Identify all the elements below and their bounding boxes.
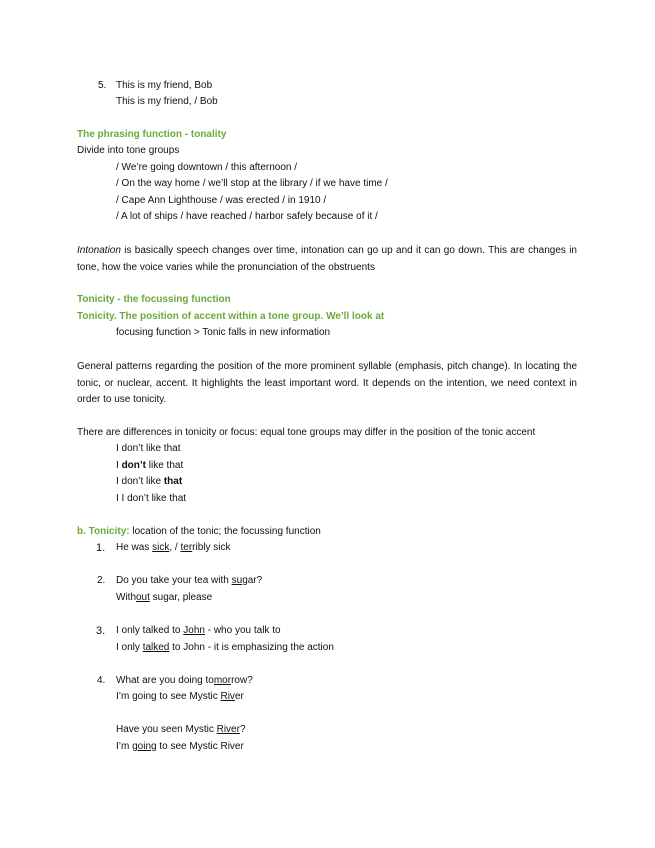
list-number-4: 4.	[97, 675, 106, 686]
item4-line3: Have you seen Mystic River?	[116, 724, 246, 735]
section-b-heading	[77, 525, 321, 539]
item3-line2: I only talked to John - it is emphasizing the action	[116, 642, 334, 653]
list-number-1: 1.	[96, 542, 106, 554]
general-paragraph: General patterns regarding the position of the more prominent syllable (emphasis, pitch change). In locating the tonic, or nuclear, accent. It highlights the least important word. It depends on the intention, we need context in order to use tonicity.	[77, 361, 577, 405]
example-line-2: I don’t like that	[116, 460, 184, 471]
tonicity-heading: Tonicity - the focussing function	[77, 294, 231, 305]
example-line-4: I I don’t like that	[116, 493, 187, 504]
stress-word: don’t	[121, 460, 146, 471]
stress-word: that	[163, 476, 183, 487]
section-b-label: b. Tonicity:	[77, 526, 130, 537]
item2-line2: Without sugar, please	[116, 592, 213, 603]
tone-group-line-2: / On the way home / we’ll stop at the library / if we have time /	[116, 178, 388, 189]
intonation-term: Intonation	[77, 245, 121, 256]
example-line-3: I don’t like that	[116, 476, 183, 487]
section-b-rest: location of the tonic; the focussing function	[129, 526, 321, 537]
item5-line2: This is my friend, / Bob	[116, 96, 218, 107]
differences-intro: There are differences in tonicity or focus: equal tone groups may differ in the position of the tonic accent	[77, 427, 536, 438]
intonation-text: is basically speech changes over time, intonation can go up and it can go down. This are changes in tone, how the voice varies while the pronunciation of the obstruents	[77, 245, 577, 273]
tone-group-line-3: / Cape Ann Lighthouse / was erected / in 1910 /	[116, 195, 327, 206]
list-number-3: 3.	[96, 625, 106, 637]
list-number-2: 2.	[97, 575, 106, 586]
tone-group-line-4: / A lot of ships / have reached / harbor safely because of it /	[116, 211, 378, 222]
phrasing-instruction: Divide into tone groups	[77, 145, 180, 156]
phrasing-heading: The phrasing function - tonality	[77, 129, 227, 140]
item4-line2: I’m going to see Mystic River	[116, 691, 244, 702]
list-number-5: 5.	[98, 80, 107, 91]
example-line-1: I don’t like that	[116, 443, 181, 454]
item4-line4: I’m going to see Mystic River	[116, 741, 244, 752]
intonation-paragraph	[77, 243, 577, 276]
item3-line1: I only talked to John - who you talk to	[116, 625, 281, 636]
item2-line1: Do you take your tea with sugar?	[116, 575, 263, 586]
item5-line1: This is my friend, Bob	[116, 80, 213, 91]
tone-group-line-1: / We’re going downtown / this afternoon /	[116, 162, 298, 173]
item1-line: He was sick, / terribly sick	[116, 542, 231, 553]
item4-line1: What are you doing tomorrow?	[116, 675, 253, 686]
focus-line: focusing function > Tonic falls in new information	[116, 327, 331, 338]
tonicity-subheading: Tonicity. The position of accent within a tone group. We’ll look at	[77, 311, 385, 322]
